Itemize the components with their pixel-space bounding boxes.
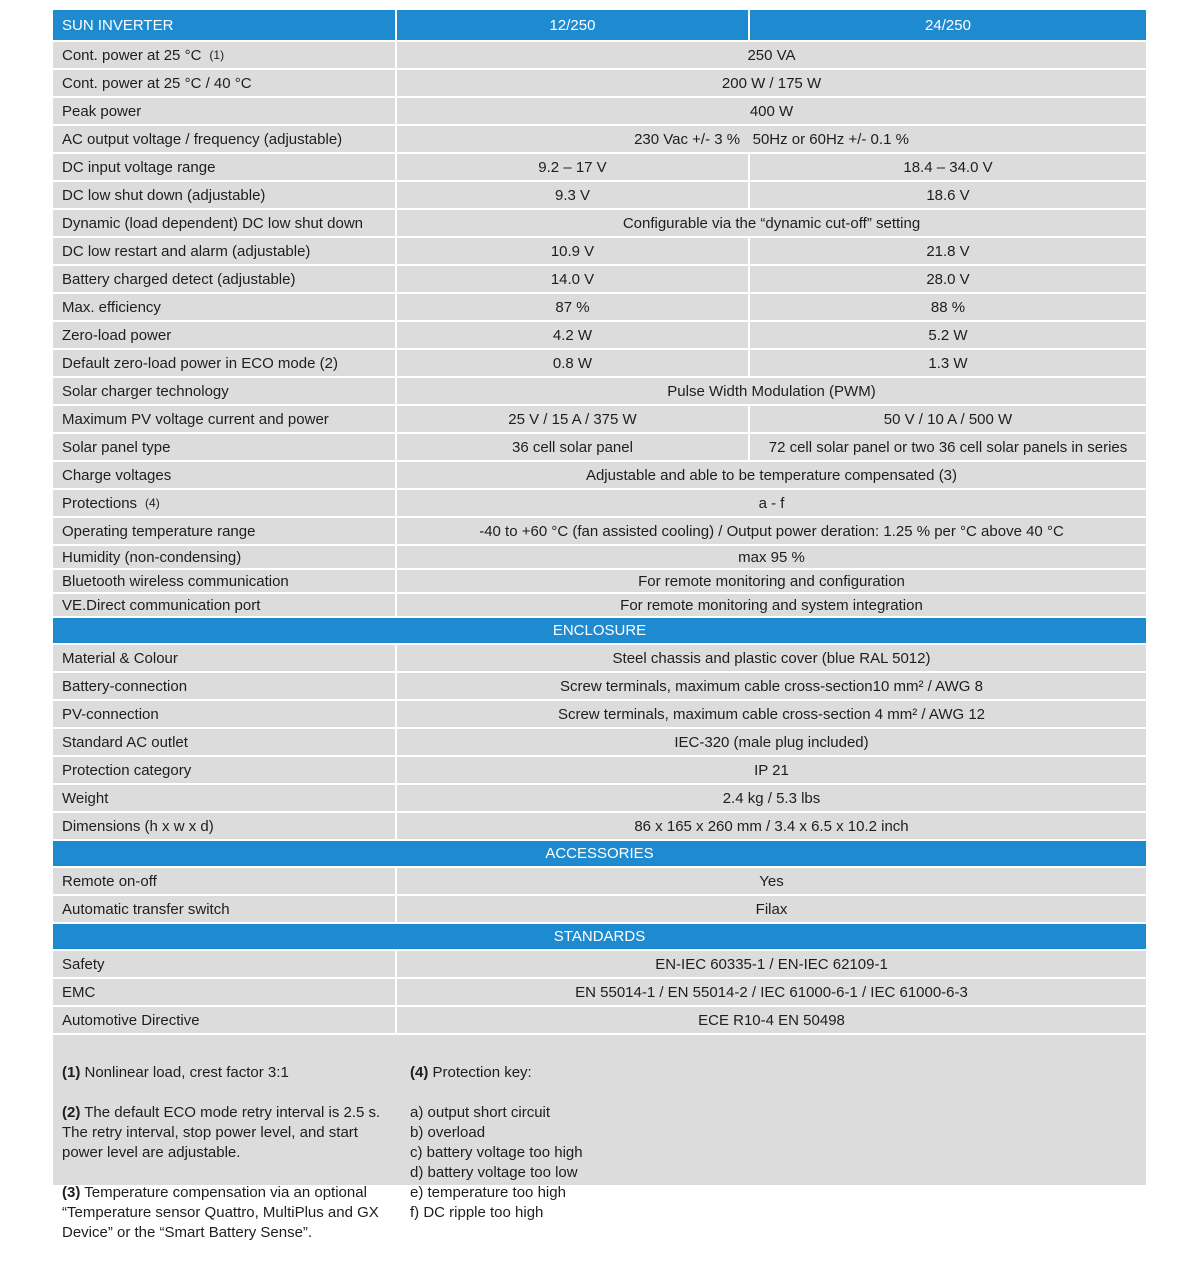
table-row — [53, 70, 1146, 96]
row-value: 250 VA — [397, 42, 1146, 68]
table-row — [53, 979, 1146, 1005]
table-row — [53, 434, 1146, 460]
footnotes — [53, 1035, 1146, 1241]
row-value: EN 55014-1 / EN 55014-2 / IEC 61000-6-1 / IEC 61000-6-3 — [397, 979, 1146, 1005]
row-value: 400 W — [397, 98, 1146, 124]
row-label: Dynamic (load dependent) DC low shut down — [53, 210, 395, 236]
row-label: Safety — [53, 951, 395, 977]
accessories-section-header — [53, 841, 1146, 866]
row-value-24-250: 5.2 W — [750, 322, 1146, 348]
table-row — [53, 951, 1146, 977]
footnotes-left — [62, 1043, 400, 1241]
table-row — [53, 518, 1146, 544]
product-title: SUN INVERTER — [53, 10, 395, 40]
row-value-12-250: 87 % — [397, 294, 748, 320]
table-row — [53, 98, 1146, 124]
row-value: Yes — [397, 868, 1146, 894]
row-label: Peak power — [53, 98, 395, 124]
row-value: Steel chassis and plastic cover (blue RAL 5012) — [397, 645, 1146, 671]
row-value-24-250: 72 cell solar panel or two 36 cell solar panels in series — [750, 434, 1146, 460]
row-label: Solar panel type — [53, 434, 395, 460]
table-row — [53, 1007, 1146, 1033]
protection-key-item: f) DC ripple too high — [410, 1204, 544, 1221]
row-label: Battery charged detect (adjustable) — [53, 266, 395, 292]
table-row — [53, 546, 1146, 568]
row-value-24-250: 1.3 W — [750, 350, 1146, 376]
row-label: Solar charger technology — [53, 378, 395, 404]
row-label: Protection category — [53, 757, 395, 783]
table-row — [53, 645, 1146, 671]
enclosure-section-header — [53, 618, 1146, 643]
row-value: 86 x 165 x 260 mm / 3.4 x 6.5 x 10.2 inch — [397, 813, 1146, 839]
row-label: PV-connection — [53, 701, 395, 727]
accessories-rows — [53, 868, 1146, 922]
row-label: DC low restart and alarm (adjustable) — [53, 238, 395, 264]
row-value: For remote monitoring and configuration — [397, 570, 1146, 592]
table-row — [53, 294, 1146, 320]
row-label: Remote on-off — [53, 868, 395, 894]
row-label: Automotive Directive — [53, 1007, 395, 1033]
row-value: Screw terminals, maximum cable cross-section10 mm² / AWG 8 — [397, 673, 1146, 699]
row-label: AC output voltage / frequency (adjustable) — [53, 126, 395, 152]
row-label: Humidity (non-condensing) — [53, 546, 395, 568]
row-value-12-250: 4.2 W — [397, 322, 748, 348]
row-label: DC low shut down (adjustable) — [53, 182, 395, 208]
row-label: Dimensions (h x w x d) — [53, 813, 395, 839]
row-label: Cont. power at 25 °C (1) — [53, 42, 395, 68]
table-row — [53, 673, 1146, 699]
row-label: Standard AC outlet — [53, 729, 395, 755]
table-row — [53, 350, 1146, 376]
table-row — [53, 182, 1146, 208]
table-row — [53, 813, 1146, 839]
table-row — [53, 896, 1146, 922]
row-value-12-250: 25 V / 15 A / 375 W — [397, 406, 748, 432]
table-row — [53, 238, 1146, 264]
row-value: EN-IEC 60335-1 / EN-IEC 62109-1 — [397, 951, 1146, 977]
row-value: IEC-320 (male plug included) — [397, 729, 1146, 755]
row-label: Charge voltages — [53, 462, 395, 488]
table-row — [53, 42, 1146, 68]
table-row — [53, 462, 1146, 488]
table-row — [53, 406, 1146, 432]
table-row — [53, 729, 1146, 755]
row-value-12-250: 14.0 V — [397, 266, 748, 292]
main-spec-rows — [53, 42, 1146, 616]
row-label: EMC — [53, 979, 395, 1005]
row-value-24-250: 18.4 – 34.0 V — [750, 154, 1146, 180]
row-label: Cont. power at 25 °C / 40 °C — [53, 70, 395, 96]
footnote-ref: (1) — [209, 48, 225, 62]
table-row — [53, 701, 1146, 727]
row-value-24-250: 88 % — [750, 294, 1146, 320]
row-value-24-250: 28.0 V — [750, 266, 1146, 292]
row-value: Configurable via the “dynamic cut-off” setting — [397, 210, 1146, 236]
row-value: 200 W / 175 W — [397, 70, 1146, 96]
row-label: Bluetooth wireless communication — [53, 570, 395, 592]
standards-section-header — [53, 924, 1146, 949]
row-value: IP 21 — [397, 757, 1146, 783]
row-value: Pulse Width Modulation (PWM) — [397, 378, 1146, 404]
row-value-12-250: 9.3 V — [397, 182, 748, 208]
protection-key-item: e) temperature too high — [410, 1184, 566, 1201]
section-title: STANDARDS — [53, 924, 1146, 949]
table-row — [53, 266, 1146, 292]
table-row — [53, 126, 1146, 152]
table-row — [53, 210, 1146, 236]
table-row — [53, 490, 1146, 516]
row-label: Automatic transfer switch — [53, 896, 395, 922]
row-value: -40 to +60 °C (fan assisted cooling) / Output power deration: 1.25 % per °C above 40 °C — [397, 518, 1146, 544]
model-24-250-header: 24/250 — [750, 10, 1146, 40]
protection-key-item: d) battery voltage too low — [410, 1164, 578, 1181]
row-value-24-250: 21.8 V — [750, 238, 1146, 264]
footnote-1: (1) Nonlinear load, crest factor 3:1 — [62, 1064, 289, 1081]
row-label: Protections (4) — [53, 490, 395, 516]
row-label: Weight — [53, 785, 395, 811]
row-label: VE.Direct communication port — [53, 594, 395, 616]
row-value: max 95 % — [397, 546, 1146, 568]
row-label: Battery-connection — [53, 673, 395, 699]
row-label: Maximum PV voltage current and power — [53, 406, 395, 432]
row-value: a - f — [397, 490, 1146, 516]
table-row — [53, 868, 1146, 894]
footnotes-right — [400, 1043, 810, 1221]
protection-key-item: c) battery voltage too high — [410, 1144, 583, 1161]
row-value: Screw terminals, maximum cable cross-section 4 mm² / AWG 12 — [397, 701, 1146, 727]
footnote-2: (2) The default ECO mode retry interval is 2.5 s. The retry interval, stop power level, and start power level are adjustable. — [62, 1104, 381, 1161]
row-value: 230 Vac +/- 3 % 50Hz or 60Hz +/- 0.1 % — [397, 126, 1146, 152]
row-value-24-250: 50 V / 10 A / 500 W — [750, 406, 1146, 432]
row-value-12-250: 10.9 V — [397, 238, 748, 264]
footnote-ref: (4) — [145, 496, 160, 510]
protection-key-list — [410, 1103, 810, 1223]
row-label: Default zero-load power in ECO mode (2) — [53, 350, 395, 376]
section-title: ENCLOSURE — [53, 618, 1146, 643]
protection-key-item: b) overload — [410, 1124, 486, 1141]
row-value: For remote monitoring and system integration — [397, 594, 1146, 616]
model-12-250-header: 12/250 — [397, 10, 748, 40]
row-label: Max. efficiency — [53, 294, 395, 320]
row-value: Filax — [397, 896, 1146, 922]
protection-key-item: a) output short circuit — [410, 1104, 551, 1121]
row-value: ECE R10-4 EN 50498 — [397, 1007, 1146, 1033]
row-label: DC input voltage range — [53, 154, 395, 180]
footnote-3: (3) Temperature compensation via an optional “Temperature sensor Quattro, MultiPlus and GX Device” or the “Smart Battery Sense”. — [62, 1184, 379, 1241]
spec-sheet — [53, 10, 1146, 1241]
row-label: Zero-load power — [53, 322, 395, 348]
table-row — [53, 570, 1146, 592]
row-value-24-250: 18.6 V — [750, 182, 1146, 208]
table-row — [53, 785, 1146, 811]
row-value-12-250: 9.2 – 17 V — [397, 154, 748, 180]
table-row — [53, 322, 1146, 348]
row-value-12-250: 36 cell solar panel — [397, 434, 748, 460]
table-row — [53, 757, 1146, 783]
row-label: Material & Colour — [53, 645, 395, 671]
table-header — [53, 10, 1146, 40]
row-value-12-250: 0.8 W — [397, 350, 748, 376]
footnote-4: (4) Protection key: — [410, 1064, 532, 1081]
table-row — [53, 154, 1146, 180]
row-value: Adjustable and able to be temperature compensated (3) — [397, 462, 1146, 488]
enclosure-rows — [53, 645, 1146, 839]
standards-rows — [53, 951, 1146, 1033]
table-row — [53, 594, 1146, 616]
row-label: Operating temperature range — [53, 518, 395, 544]
row-value: 2.4 kg / 5.3 lbs — [397, 785, 1146, 811]
table-row — [53, 378, 1146, 404]
section-title: ACCESSORIES — [53, 841, 1146, 866]
